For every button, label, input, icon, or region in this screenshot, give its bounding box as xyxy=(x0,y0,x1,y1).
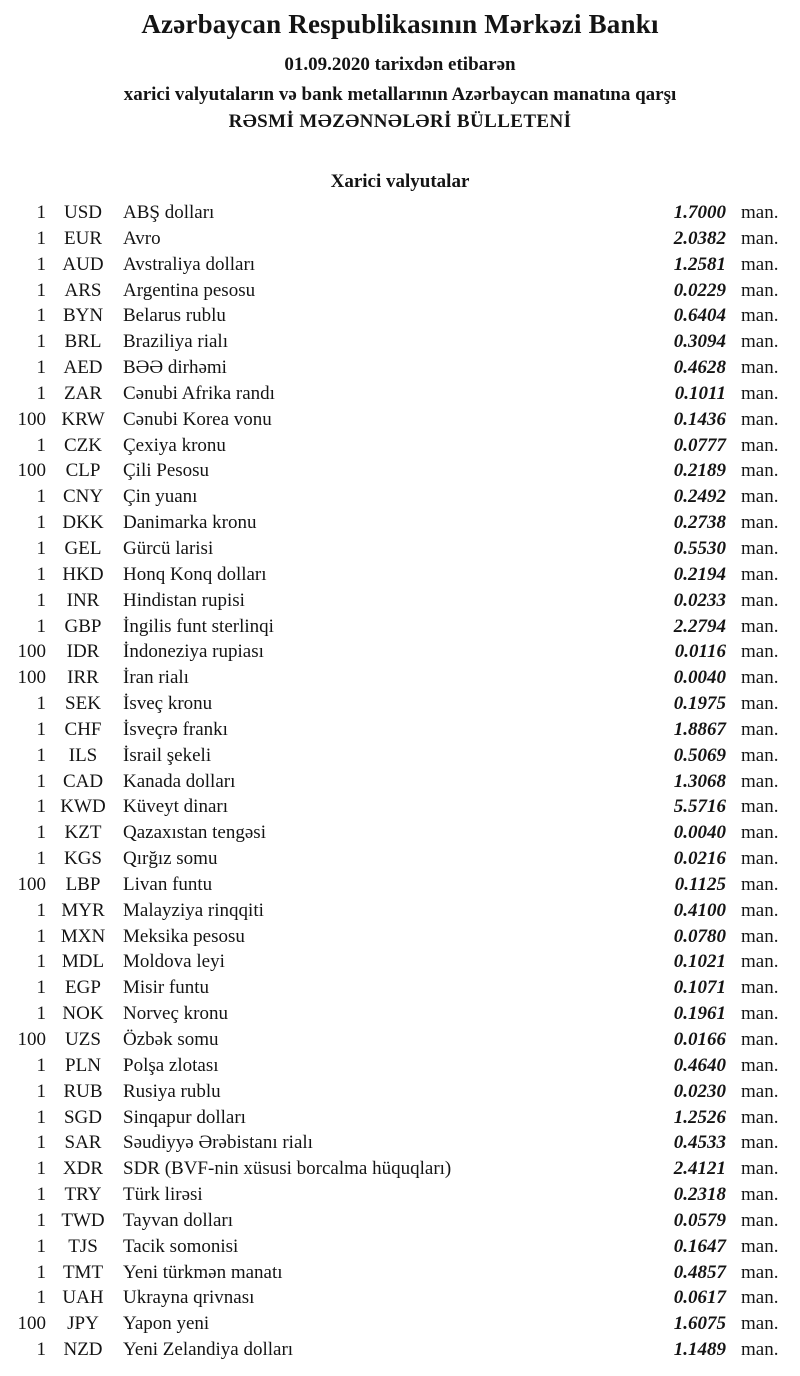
row-name: SDR (BVF-nin xüsusi borcalma hüquqları) xyxy=(123,1158,452,1180)
row-code: CZK xyxy=(64,434,102,456)
row-unit: man. xyxy=(741,460,779,482)
table-row xyxy=(0,717,800,743)
row-unit: man. xyxy=(741,512,779,534)
row-rate: 0.1125 xyxy=(674,873,726,895)
table-row xyxy=(0,639,800,665)
table-row xyxy=(0,510,800,536)
table-row xyxy=(0,484,800,510)
row-unit: man. xyxy=(741,279,779,301)
row-unit: man. xyxy=(741,382,779,404)
row-code: ARS xyxy=(64,279,102,301)
row-qty: 100 xyxy=(17,667,46,689)
row-name: Avstraliya dolları xyxy=(123,253,256,275)
table-row xyxy=(0,355,800,381)
row-rate: 0.0040 xyxy=(673,667,726,689)
table-row xyxy=(0,1285,800,1311)
table-row xyxy=(0,278,800,304)
row-name: ABŞ dolları xyxy=(123,202,215,223)
row-qty: 1 xyxy=(36,1339,46,1361)
row-qty: 1 xyxy=(36,227,46,249)
row-unit: man. xyxy=(741,1261,779,1283)
table-row xyxy=(0,381,800,407)
row-unit: man. xyxy=(741,331,779,353)
row-qty: 1 xyxy=(36,1106,46,1128)
row-code: TJS xyxy=(68,1235,98,1257)
row-rate: 0.2738 xyxy=(673,512,726,534)
row-qty: 1 xyxy=(36,693,46,715)
row-qty: 1 xyxy=(36,1080,46,1102)
row-rate: 0.5530 xyxy=(673,537,726,559)
row-rate: 0.2194 xyxy=(673,563,726,585)
row-code: IDR xyxy=(66,641,100,663)
row-rate: 0.4100 xyxy=(673,899,726,921)
row-name: Norveç kronu xyxy=(123,1003,228,1025)
row-unit: man. xyxy=(741,227,779,249)
bulletin-name: RƏSMİ MƏZƏNNƏLƏRİ BÜLLETENİ xyxy=(228,111,572,132)
rates-table xyxy=(0,200,800,1363)
row-name: Ukrayna qrivnası xyxy=(123,1287,255,1309)
row-qty: 100 xyxy=(17,460,46,482)
row-rate: 0.1647 xyxy=(673,1235,726,1257)
row-rate: 0.1436 xyxy=(673,408,726,430)
row-name: Çexiya kronu xyxy=(123,434,226,456)
row-code: CNY xyxy=(62,486,104,508)
row-code: CHF xyxy=(64,718,102,740)
row-qty: 1 xyxy=(36,563,46,585)
row-code: IRR xyxy=(67,667,99,689)
row-rate: 0.2189 xyxy=(673,460,726,482)
row-name: Meksika pesosu xyxy=(123,925,245,947)
row-name: Cənubi Korea vonu xyxy=(123,408,272,430)
table-row xyxy=(0,226,800,252)
row-unit: man. xyxy=(741,1235,779,1257)
table-row xyxy=(0,1337,800,1363)
row-code: JPY xyxy=(67,1313,99,1335)
row-code: UZS xyxy=(65,1029,101,1050)
row-unit: man. xyxy=(741,537,779,559)
row-qty: 1 xyxy=(36,1235,46,1257)
row-code: AUD xyxy=(62,253,104,275)
row-rate: 0.1011 xyxy=(674,382,726,404)
row-unit: man. xyxy=(741,615,779,637)
table-row xyxy=(0,200,800,226)
row-name: Argentina pesosu xyxy=(123,279,256,301)
row-name: Yeni türkmən manatı xyxy=(123,1261,283,1283)
row-code: AED xyxy=(63,357,103,379)
row-name: Tayvan dolları xyxy=(123,1209,233,1231)
row-unit: man. xyxy=(741,486,779,508)
table-row xyxy=(0,898,800,924)
row-rate: 0.0777 xyxy=(673,434,726,456)
table-row xyxy=(0,1311,800,1337)
row-qty: 1 xyxy=(36,279,46,301)
row-name: Qırğız somu xyxy=(123,848,218,870)
row-rate: 2.0382 xyxy=(673,227,726,249)
table-row xyxy=(0,794,800,820)
row-rate: 1.8867 xyxy=(673,718,726,740)
row-unit: man. xyxy=(741,1313,779,1335)
row-name: Küveyt dinarı xyxy=(123,796,229,818)
row-qty: 1 xyxy=(36,899,46,921)
row-qty: 1 xyxy=(36,512,46,534)
row-qty: 1 xyxy=(36,253,46,275)
row-qty: 1 xyxy=(36,331,46,353)
row-rate: 0.0780 xyxy=(673,925,726,947)
row-name: İran rialı xyxy=(123,667,189,689)
row-name: Çili Pesosu xyxy=(123,460,210,482)
row-unit: man. xyxy=(741,977,779,999)
row-name: İsveçrə frankı xyxy=(123,718,228,740)
row-rate: 2.2794 xyxy=(673,615,726,637)
row-qty: 1 xyxy=(36,744,46,766)
table-row xyxy=(0,588,800,614)
row-rate: 0.0166 xyxy=(673,1029,726,1050)
row-name: Livan funtu xyxy=(123,873,213,895)
row-rate: 0.5069 xyxy=(673,744,726,766)
document-header xyxy=(0,9,800,133)
table-row xyxy=(0,1130,800,1156)
row-name: Braziliya rialı xyxy=(123,331,228,353)
row-qty: 100 xyxy=(17,873,46,895)
row-rate: 1.2581 xyxy=(673,253,726,275)
row-code: HKD xyxy=(62,563,104,585)
row-qty: 100 xyxy=(17,1029,46,1050)
row-unit: man. xyxy=(741,1029,779,1050)
row-name: Rusiya rublu xyxy=(123,1080,221,1102)
row-unit: man. xyxy=(741,822,779,844)
row-unit: man. xyxy=(741,796,779,818)
table-row xyxy=(0,407,800,433)
table-row xyxy=(0,433,800,459)
row-rate: 0.4533 xyxy=(673,1132,726,1154)
row-name: Kanada dolları xyxy=(123,770,236,792)
row-unit: man. xyxy=(741,1003,779,1025)
row-unit: man. xyxy=(741,873,779,895)
table-row xyxy=(0,743,800,769)
row-qty: 1 xyxy=(36,1054,46,1076)
row-rate: 0.4857 xyxy=(673,1261,726,1283)
row-code: CLP xyxy=(65,460,101,482)
row-code: KZT xyxy=(64,822,102,844)
row-unit: man. xyxy=(741,1158,779,1180)
row-qty: 1 xyxy=(36,951,46,973)
table-row xyxy=(0,924,800,950)
row-unit: man. xyxy=(741,1080,779,1102)
row-rate: 0.4640 xyxy=(673,1054,726,1076)
row-qty: 1 xyxy=(36,770,46,792)
row-name: İndoneziya rupiası xyxy=(123,641,264,663)
row-name: İngilis funt sterlinqi xyxy=(123,615,274,637)
row-code: INR xyxy=(66,589,100,611)
row-unit: man. xyxy=(741,770,779,792)
row-qty: 100 xyxy=(17,1313,46,1335)
row-name: Polşa zlotası xyxy=(123,1054,219,1076)
row-qty: 1 xyxy=(36,796,46,818)
row-name: Sinqapur dolları xyxy=(123,1106,246,1128)
table-row xyxy=(0,1027,800,1053)
row-unit: man. xyxy=(741,693,779,715)
table-row xyxy=(0,1208,800,1234)
row-rate: 0.3094 xyxy=(673,331,726,353)
row-name: Danimarka kronu xyxy=(123,512,257,534)
row-rate: 5.5716 xyxy=(673,796,726,818)
row-unit: man. xyxy=(741,1184,779,1206)
row-qty: 1 xyxy=(36,1184,46,1206)
row-rate: 0.0116 xyxy=(674,641,726,663)
row-code: DKK xyxy=(62,512,104,534)
row-name: Cənubi Afrika randı xyxy=(123,382,275,404)
row-code: EUR xyxy=(64,227,102,249)
row-unit: man. xyxy=(741,641,779,663)
row-qty: 1 xyxy=(36,822,46,844)
row-code: KRW xyxy=(61,408,105,430)
row-name: Qazaxıstan tengəsi xyxy=(123,822,266,844)
row-name: Misir funtu xyxy=(123,977,210,999)
table-row xyxy=(0,1234,800,1260)
table-row xyxy=(0,614,800,640)
row-unit: man. xyxy=(741,202,779,223)
row-unit: man. xyxy=(741,951,779,973)
row-code: NOK xyxy=(62,1003,104,1025)
row-name: Moldova leyi xyxy=(123,951,225,973)
row-name: İsveç kronu xyxy=(123,693,213,715)
row-qty: 1 xyxy=(36,305,46,327)
row-unit: man. xyxy=(741,718,779,740)
row-code: SGD xyxy=(63,1106,102,1128)
row-rate: 0.1071 xyxy=(673,977,726,999)
table-row xyxy=(0,872,800,898)
table-row xyxy=(0,303,800,329)
table-row xyxy=(0,820,800,846)
row-rate: 0.4628 xyxy=(673,357,726,379)
row-name: Belarus rublu xyxy=(123,305,226,327)
row-name: Avro xyxy=(123,227,161,249)
table-row xyxy=(0,1053,800,1079)
row-unit: man. xyxy=(741,563,779,585)
row-qty: 1 xyxy=(36,848,46,870)
row-qty: 1 xyxy=(36,1132,46,1154)
row-code: CAD xyxy=(62,770,104,792)
row-name: Honq Konq dolları xyxy=(123,563,267,585)
table-row xyxy=(0,458,800,484)
row-code: PLN xyxy=(65,1054,101,1076)
row-rate: 0.0617 xyxy=(673,1287,726,1309)
row-code: ILS xyxy=(68,744,98,766)
row-rate: 1.1489 xyxy=(673,1339,726,1361)
row-unit: man. xyxy=(741,408,779,430)
row-unit: man. xyxy=(741,1132,779,1154)
row-qty: 1 xyxy=(36,1209,46,1231)
table-row xyxy=(0,536,800,562)
row-code: XDR xyxy=(62,1158,104,1180)
row-rate: 1.6075 xyxy=(673,1313,726,1335)
row-code: LBP xyxy=(65,873,101,895)
row-code: RUB xyxy=(63,1080,103,1102)
bank-title: Azərbaycan Respublikasının Mərkəzi Bankı xyxy=(141,9,659,39)
row-qty: 1 xyxy=(36,589,46,611)
row-qty: 1 xyxy=(36,434,46,456)
row-qty: 1 xyxy=(36,615,46,637)
row-code: EGP xyxy=(65,977,101,999)
row-unit: man. xyxy=(741,1339,779,1361)
row-name: Hindistan rupisi xyxy=(123,589,245,611)
row-name: Yeni Zelandiya dolları xyxy=(123,1339,294,1361)
row-qty: 100 xyxy=(17,641,46,663)
row-name: Malayziya rinqqiti xyxy=(123,899,264,921)
row-code: TMT xyxy=(62,1261,104,1283)
table-row xyxy=(0,949,800,975)
row-code: NZD xyxy=(63,1339,103,1361)
row-unit: man. xyxy=(741,253,779,275)
row-code: TWD xyxy=(61,1209,105,1231)
row-code: SAR xyxy=(64,1132,102,1154)
row-code: BRL xyxy=(64,331,102,353)
row-unit: man. xyxy=(741,589,779,611)
row-rate: 1.3068 xyxy=(673,770,726,792)
table-row xyxy=(0,1001,800,1027)
row-code: KGS xyxy=(63,848,102,870)
table-row xyxy=(0,562,800,588)
table-row xyxy=(0,1105,800,1131)
table-row xyxy=(0,1156,800,1182)
row-code: ZAR xyxy=(64,382,102,404)
row-unit: man. xyxy=(741,848,779,870)
row-unit: man. xyxy=(741,925,779,947)
row-name: Özbək somu xyxy=(123,1029,219,1050)
row-code: MXN xyxy=(60,925,106,947)
row-rate: 0.0229 xyxy=(673,279,726,301)
row-qty: 1 xyxy=(36,718,46,740)
row-rate: 0.2492 xyxy=(673,486,726,508)
row-code: USD xyxy=(63,202,102,223)
row-rate: 0.0579 xyxy=(673,1209,726,1231)
table-row xyxy=(0,252,800,278)
table-row xyxy=(0,665,800,691)
row-code: GEL xyxy=(64,537,102,559)
row-qty: 1 xyxy=(36,537,46,559)
row-qty: 1 xyxy=(36,1003,46,1025)
row-rate: 1.7000 xyxy=(673,202,726,223)
row-name: Türk lirəsi xyxy=(123,1184,203,1206)
row-qty: 1 xyxy=(36,1158,46,1180)
row-name: Tacik somonisi xyxy=(123,1235,239,1257)
row-rate: 0.0233 xyxy=(673,589,726,611)
row-rate: 0.6404 xyxy=(673,305,726,327)
table-row xyxy=(0,975,800,1001)
row-unit: man. xyxy=(741,1054,779,1076)
bulletin-subtitle: xarici valyutaların və bank metallarının Azərbaycan manatına qarşı xyxy=(123,84,677,105)
row-code: UAH xyxy=(62,1287,104,1309)
row-code: TRY xyxy=(64,1184,102,1206)
row-rate: 0.1021 xyxy=(673,951,726,973)
row-rate: 0.0216 xyxy=(673,848,726,870)
row-code: KWD xyxy=(60,796,106,818)
row-unit: man. xyxy=(741,667,779,689)
table-row xyxy=(0,1260,800,1286)
row-unit: man. xyxy=(741,744,779,766)
row-rate: 0.1975 xyxy=(673,693,726,715)
row-unit: man. xyxy=(741,434,779,456)
row-name: İsrail şekeli xyxy=(123,744,212,766)
row-rate: 2.4121 xyxy=(673,1158,726,1180)
row-name: BƏƏ dirhəmi xyxy=(123,357,227,379)
row-qty: 100 xyxy=(17,408,46,430)
row-unit: man. xyxy=(741,899,779,921)
row-name: Yapon yeni xyxy=(123,1313,210,1335)
table-row xyxy=(0,1182,800,1208)
row-qty: 1 xyxy=(36,357,46,379)
row-code: SEK xyxy=(65,693,101,715)
row-unit: man. xyxy=(741,1209,779,1231)
row-rate: 1.2526 xyxy=(673,1106,726,1128)
table-row xyxy=(0,691,800,717)
row-qty: 1 xyxy=(36,977,46,999)
row-rate: 0.0040 xyxy=(673,822,726,844)
row-rate: 0.2318 xyxy=(673,1184,726,1206)
row-code: MDL xyxy=(61,951,105,973)
row-code: MYR xyxy=(61,899,105,921)
row-qty: 1 xyxy=(36,202,46,223)
row-name: Çin yuanı xyxy=(123,486,198,508)
table-row xyxy=(0,1079,800,1105)
row-qty: 1 xyxy=(36,1287,46,1309)
table-row xyxy=(0,769,800,795)
row-qty: 1 xyxy=(36,925,46,947)
row-qty: 1 xyxy=(36,486,46,508)
section-title-foreign-currencies: Xarici valyutalar xyxy=(330,171,470,192)
table-row xyxy=(0,846,800,872)
row-code: BYN xyxy=(62,305,104,327)
row-rate: 0.1961 xyxy=(673,1003,726,1025)
row-code: GBP xyxy=(64,615,102,637)
row-qty: 1 xyxy=(36,1261,46,1283)
row-unit: man. xyxy=(741,305,779,327)
row-unit: man. xyxy=(741,1106,779,1128)
effective-date-line: 01.09.2020 tarixdən etibarən xyxy=(284,54,516,75)
row-unit: man. xyxy=(741,1287,779,1309)
row-unit: man. xyxy=(741,357,779,379)
row-rate: 0.0230 xyxy=(673,1080,726,1102)
row-qty: 1 xyxy=(36,382,46,404)
table-row xyxy=(0,329,800,355)
row-name: Gürcü larisi xyxy=(123,537,214,559)
row-name: Səudiyyə Ərəbistanı rialı xyxy=(123,1132,313,1154)
